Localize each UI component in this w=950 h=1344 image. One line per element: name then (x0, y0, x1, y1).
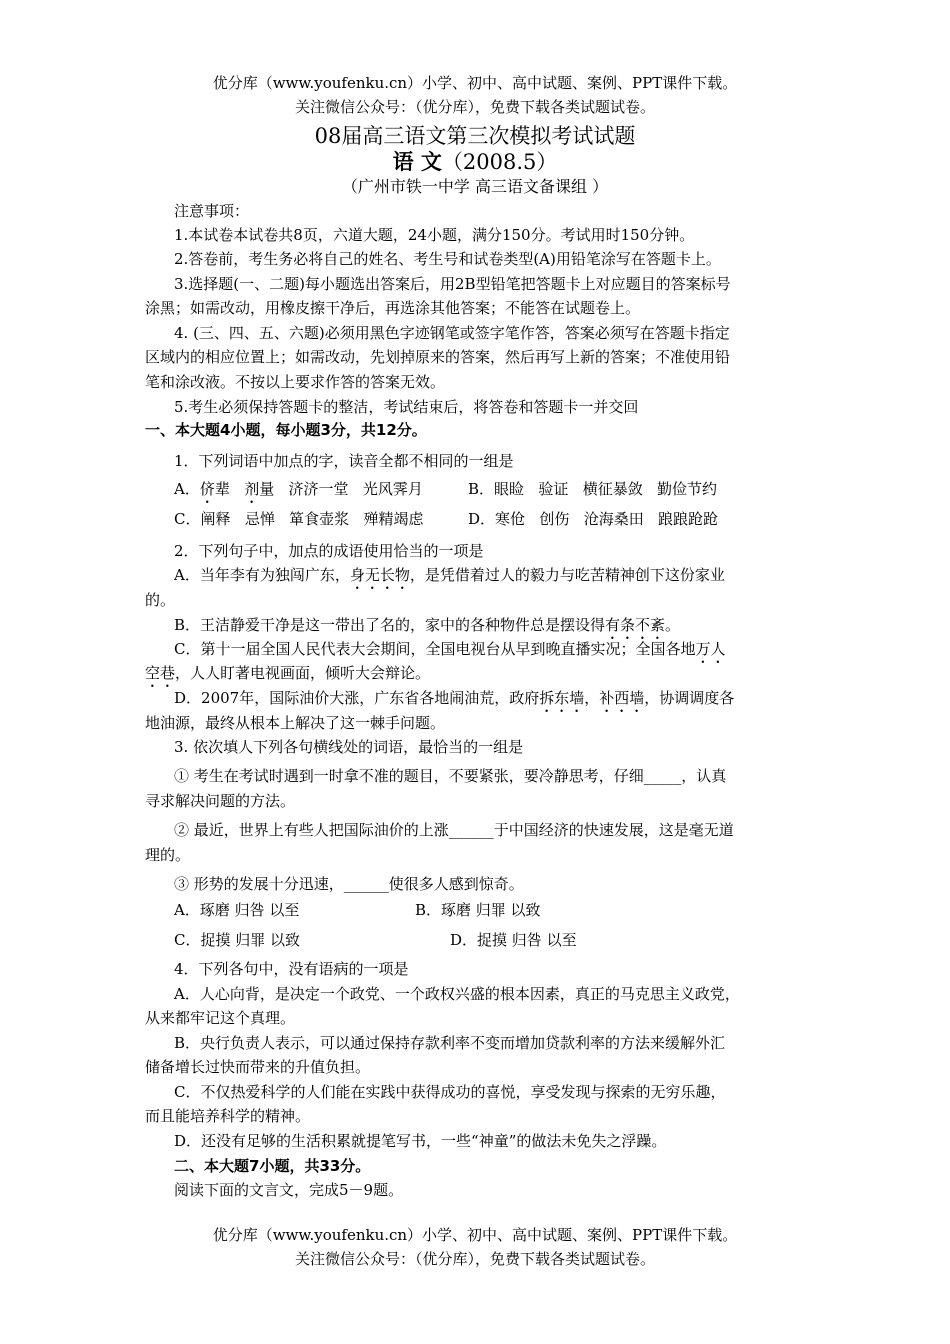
exam-title: 08届高三语文第三次模拟考试试题 (314, 124, 636, 148)
notice-item: 笔和涂改液。不按以上要求作答的答案无效。 (145, 373, 446, 391)
q1-option-a (174, 478, 423, 507)
q1-a-label: A． (174, 480, 200, 498)
q2-idiom: 万人 (695, 640, 726, 658)
notice-item: 1.本试卷本试卷共8页，六道大题，24小题，满分150分。考试用时150分钟。 (174, 226, 695, 244)
q2-text: B．王洁静爱干净是这一带出了名的，家中的各种物件总是摆设得 (174, 616, 606, 634)
q1-b-word: 验证 (538, 480, 569, 498)
q1-c-word: 忌惮 (244, 510, 275, 528)
q2-text: D．2007年，国际油价大涨，广东省各地闹油荒，政府 (174, 689, 540, 707)
q1-option-b (468, 478, 717, 500)
footer-line-1: 优分库（www.youfenku.cn）小学、初中、高中试题、案例、PPT课件下载。 (212, 1226, 738, 1244)
q1-d-word: 踉踉跄跄 (658, 510, 719, 528)
q2-text: 。 (665, 616, 681, 634)
q4-option-a: A．人心向背，是决定一个政党、一个政权兴盛的根本因素，真正的马克思主义政党， (174, 985, 740, 1003)
q1-a-word: 辈 (214, 480, 230, 498)
q1-b-word: 眼睑 (494, 480, 525, 498)
author-line: （广州市铁一中学 高三语文备课组 ） (341, 177, 609, 196)
q1-option-c (174, 508, 423, 530)
q3-option-c: C．捉摸 归罪 以致 (174, 931, 301, 949)
notice-item: 3.选择题(一、二题)每小题选出答案后，用2B型铅笔把答题卡上对应题目的答案标号 (174, 275, 731, 293)
q2-idiom: 身无长物 (349, 566, 410, 584)
q4-option-d: D．还没有足够的生活积累就提笔写书，一些“神童”的做法未免失之浮躁。 (174, 1132, 667, 1150)
section-2-heading: 二、本大题7小题，共33分。 (174, 1157, 371, 1175)
q2-idiom: 有条不紊 (605, 616, 666, 634)
section-1-heading: 一、本大题4小题，每小题3分，共12分。 (145, 421, 427, 439)
q4-c-cont: 而且能培养科学的精神。 (145, 1107, 311, 1125)
q3-option-a: A．琢磨 归咎 以至 (174, 901, 300, 919)
q2-text: A．当年李有为独闯广东， (174, 566, 350, 584)
q3-sentence-2-cont: 理的。 (145, 846, 191, 864)
q1-d-word: 创伤 (539, 510, 570, 528)
q1-d-label: D． (468, 510, 496, 528)
footer-line-2: 关注微信公众号：（优分库），免费下载各类试题试卷。 (294, 1250, 655, 1268)
q4-b-cont: 储备增长过快而带来的升值负担。 (145, 1058, 371, 1076)
q3-sentence-3: ③ 形势的发展十分迅速，______使很多人感到惊奇。 (174, 875, 524, 893)
subject-name: 语 文 (392, 149, 442, 174)
notice-item: 2.答卷前，考生务必将自己的姓名、考生号和试卷类型(A)用铅笔涂写在答题卡上。 (174, 250, 721, 268)
q2-idiom: 空巷 (145, 664, 176, 682)
notice-item: 涂黑；如需改动，用橡皮擦干净后，再选涂其他答案；不能答在试题卷上。 (145, 299, 641, 317)
q1-option-d (468, 508, 718, 530)
header-line-2: 关注微信公众号：（优分库），免费下载各类试题试卷。 (294, 98, 655, 116)
q1-c-word: 箪食壶浆 (289, 510, 350, 528)
section-2-intro: 阅读下面的文言文，完成5－9题。 (174, 1181, 404, 1199)
q2-text: C．第十一届全国人民代表大会期间，全国电视台从早到晚直播实况；全国各地 (174, 640, 696, 658)
q1-a-word: 济济一堂 (288, 480, 349, 498)
exam-date: （2008.5） (441, 150, 558, 174)
q1-d-word: 沧海桑田 (583, 510, 644, 528)
q1-c-label: C． (174, 510, 201, 528)
q1-a-word: 侪 (199, 480, 215, 498)
q2-idiom: 拆东墙 (539, 689, 585, 707)
subject-title (0, 149, 950, 175)
q1-c-word: 殚精竭虑 (363, 510, 424, 528)
q1-b-word: 勤俭节约 (657, 480, 718, 498)
q1-b-label: B． (468, 480, 495, 498)
q1-a-word: 剂 (244, 480, 260, 498)
q2-option-a (174, 564, 725, 593)
q1-a-word: 光风霁月 (362, 480, 423, 498)
q3-option-d: D．捉摸 归咎 以至 (450, 931, 577, 949)
q4-option-c: C．不仅热爱科学的人们能在实践中获得成功的喜悦，享受发现与探索的无穷乐趣， (174, 1083, 726, 1101)
q3-option-b: B．琢磨 归罪 以致 (415, 901, 541, 919)
q2-text: ，是凭借着过人的毅力与吃苦精神创下这份家业 (409, 566, 725, 584)
q2-text: ， (584, 689, 600, 707)
notice-heading: 注意事项： (174, 202, 250, 220)
header-line-1: 优分库（www.youfenku.cn）小学、初中、高中试题、案例、PPT课件下载。 (212, 74, 738, 92)
q2-text: ，人人盯著电视画面，倾听大会辩论。 (175, 664, 431, 682)
notice-item: 区域内的相应位置上；如需改动，先划掉原来的答案，然后再写上新的答案；不准使用铅 (145, 348, 731, 366)
q3-sentence-1-cont: 寻求解决问题的方法。 (145, 792, 296, 810)
q2-text: ，协调调度各 (644, 689, 735, 707)
q4-option-b: B．央行负责人表示，可以通过保持存款利率不变而增加贷款利率的方法来缓解外汇 (174, 1034, 726, 1052)
notice-item: 4. (三、四、五、六题)必须用黑色字迹钢笔或签字笔作答，答案必须写在答题卡指定 (174, 324, 730, 342)
q4-a-cont: 从来都牢记这个真理。 (145, 1009, 296, 1027)
q2-idiom: 补西墙 (599, 689, 645, 707)
q3-sentence-2: ② 最近，世界上有些人把国际油价的上涨______于中国经济的快速发展，这是毫无道 (174, 821, 734, 839)
q1-stem: 1．下列词语中加点的字，读音全都不相同的一组是 (174, 452, 514, 470)
q1-d-word: 寒伧 (495, 510, 526, 528)
q1-b-word: 横征暴敛 (582, 480, 643, 498)
q3-sentence-1: ① 考生在考试时遇到一时拿不准的题目，不要紧张，要冷静思考，仔细_____，认真 (174, 767, 727, 785)
q1-c-word: 阐释 (200, 510, 231, 528)
q1-a-word: 量 (259, 480, 275, 498)
q3-stem: 3. 依次填人下列各句横线处的词语，最恰当的一组是 (174, 738, 524, 756)
q2-d-cont: 地油源，最终从根本上解决了这一棘手问题。 (145, 714, 446, 732)
notice-item: 5.考生必须保持答题卡的整洁，考试结束后，将答卷和答题卡一并交回 (174, 398, 639, 416)
q2-a-cont: 的。 (145, 591, 176, 609)
q2-stem: 2．下列句子中，加点的成语使用恰当的一项是 (174, 542, 484, 560)
q4-stem: 4．下列各句中，没有语病的一项是 (174, 960, 409, 978)
